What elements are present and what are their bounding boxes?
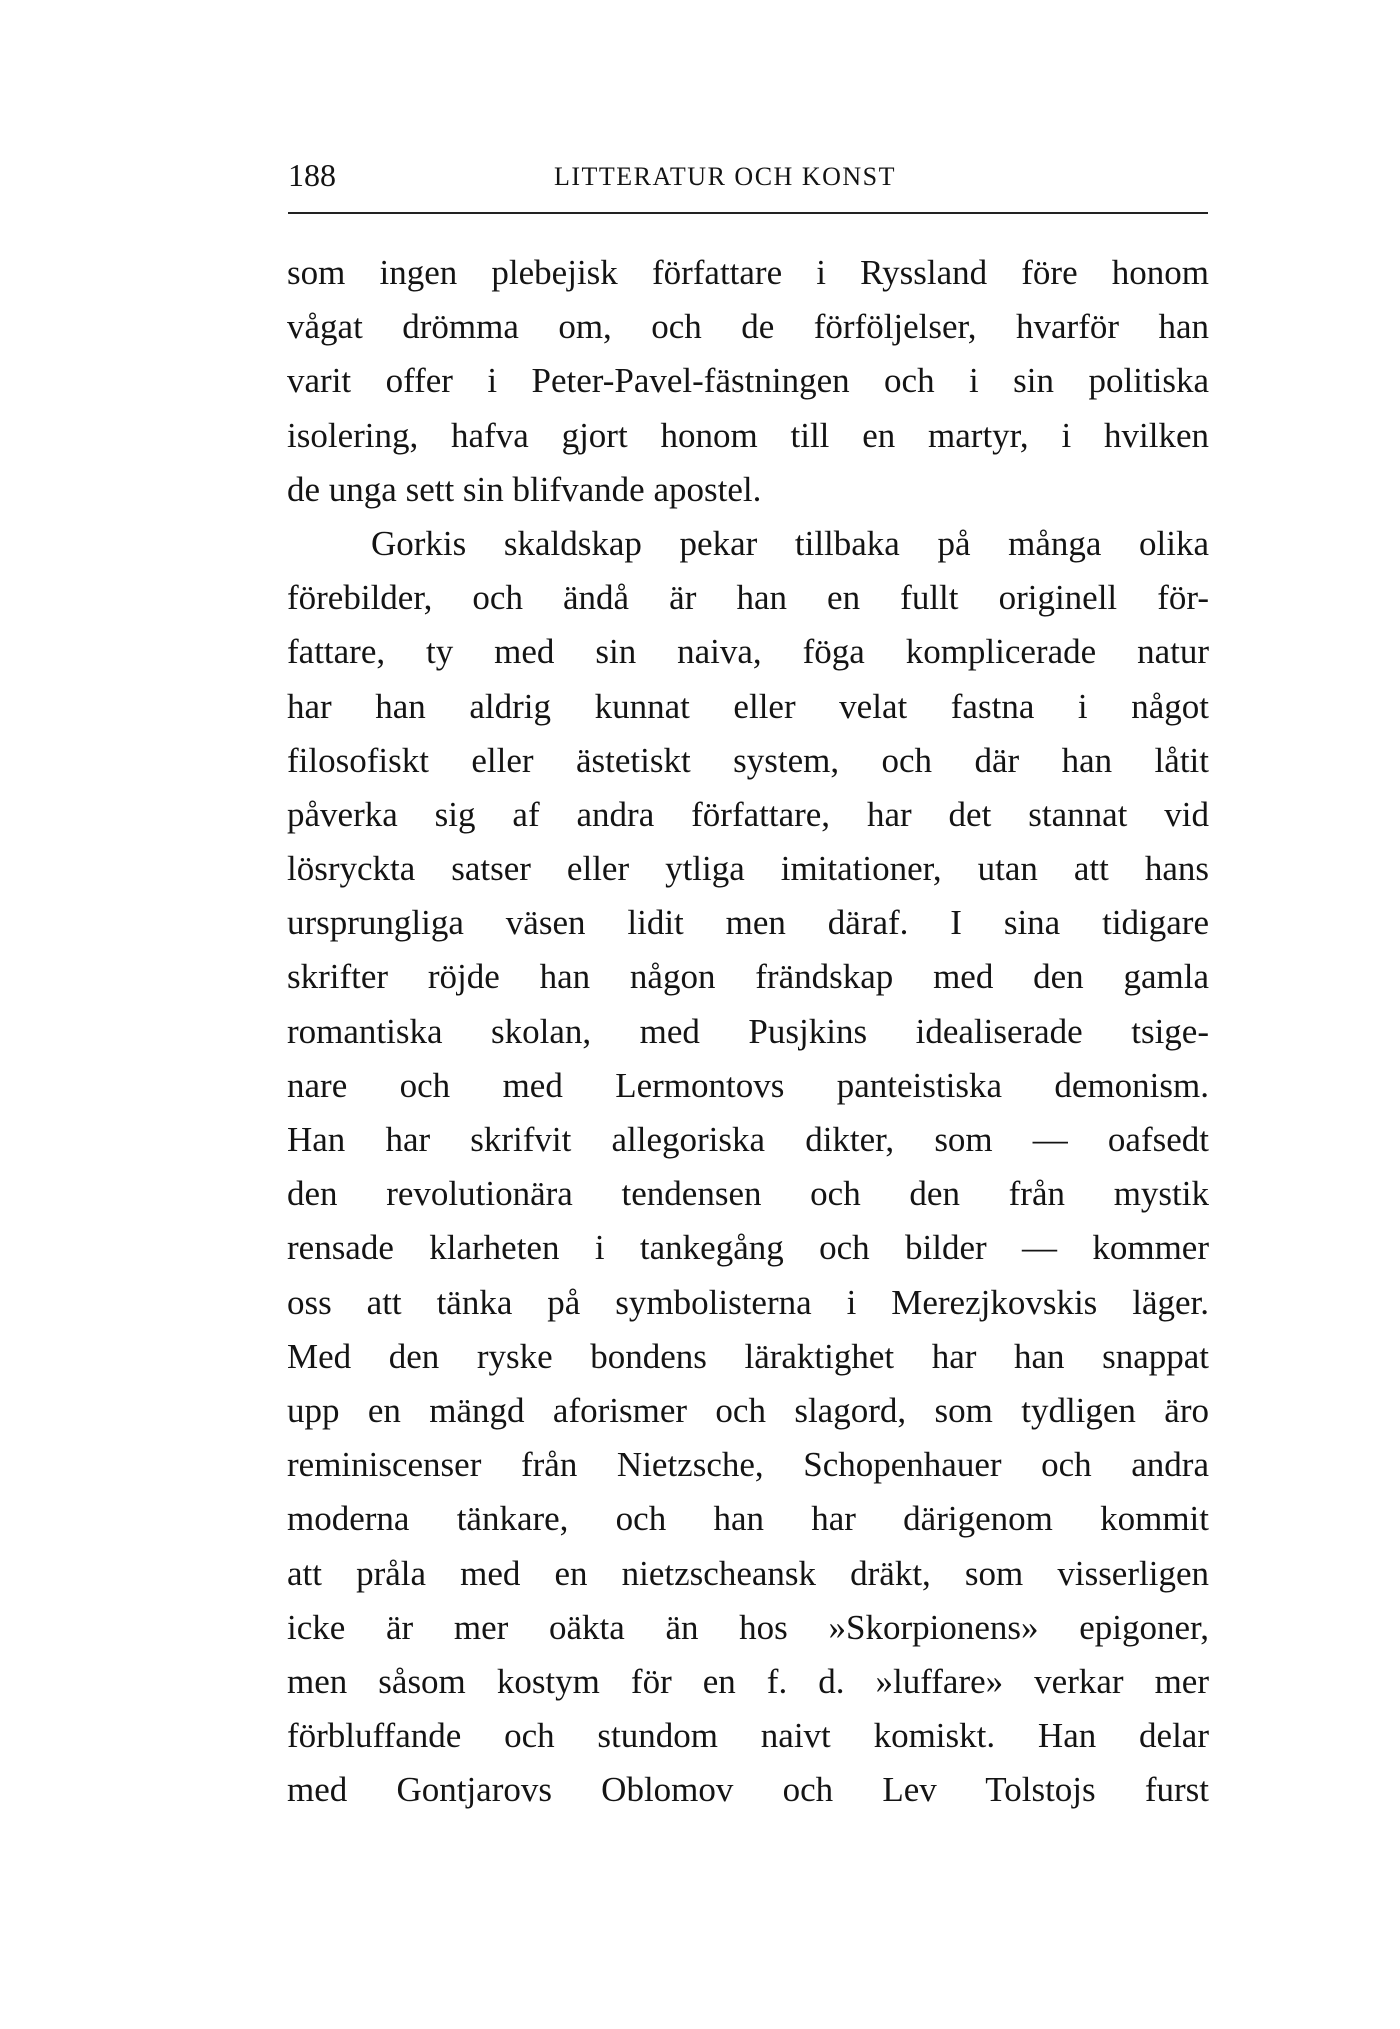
text-line: upp en mängd aforismer och slagord, som tydligen äro: [287, 1390, 1209, 1430]
running-title: LITTERATUR OCH KONST: [554, 162, 896, 191]
text-line: oss att tänka på symbolisterna i Merezjkovskis läger.: [287, 1282, 1209, 1322]
text-line: fattare, ty med sin naiva, föga komplicerade natur: [287, 632, 1209, 672]
text-line: ursprungliga väsen lidit men däraf. I sina tidigare: [287, 903, 1209, 943]
text-line: Han har skrifvit allegoriska dikter, som — oafsedt: [287, 1120, 1209, 1159]
text-line: nare och med Lermontovs panteistiska demonism.: [287, 1065, 1209, 1105]
text-line: förbluffande och stundom naivt komiskt. Han delar: [287, 1716, 1209, 1756]
text-line: har han aldrig kunnat eller velat fastna i något: [287, 686, 1209, 726]
text-line: med Gontjarovs Oblomov och Lev Tolstojs furst: [287, 1770, 1209, 1810]
text-line: men såsom kostym för en f. d. »luffare» verkar mer: [287, 1661, 1209, 1701]
text-line: den revolutionära tendensen och den från mystik: [287, 1174, 1209, 1214]
running-head: [288, 150, 1208, 200]
text-line: romantiska skolan, med Pusjkins idealiserade tsige-: [287, 1011, 1209, 1051]
text-line: som ingen plebejisk författare i Ryssland före honom: [287, 253, 1209, 292]
text-line: att pråla med en nietzscheansk dräkt, som visserligen: [287, 1553, 1209, 1593]
text-line: reminiscenser från Nietzsche, Schopenhauer och andra: [287, 1445, 1209, 1485]
text-line: förebilder, och ändå är han en fullt originell för-: [287, 578, 1209, 618]
body-text: [287, 246, 1209, 1817]
text-line: filosofiskt eller ästetiskt system, och där han låtit: [287, 740, 1209, 780]
text-line: vågat drömma om, och de förföljelser, hvarför han: [287, 307, 1209, 347]
text-line: Med den ryske bondens läraktighet har han snappat: [287, 1336, 1209, 1376]
text-line: rensade klarheten i tankegång och bilder — kommer: [287, 1228, 1209, 1268]
header-rule: [288, 212, 1208, 214]
text-line: skrifter röjde han någon frändskap med den gamla: [287, 957, 1209, 997]
text-line: lösryckta satser eller ytliga imitationer, utan att hans: [287, 849, 1209, 889]
paragraph-start-line: Gorkis skaldskap pekar tillbaka på många olika: [371, 523, 1209, 563]
text-line: icke är mer oäkta än hos »Skorpionens» epigoner,: [287, 1607, 1209, 1647]
text-line: påverka sig af andra författare, har det stannat vid: [287, 794, 1209, 834]
text-line: isolering, hafva gjort honom till en martyr, i hvilken: [287, 415, 1209, 455]
text-line: varit offer i Peter-Pavel-fästningen och i sin politiska: [287, 361, 1209, 401]
text-line: moderna tänkare, och han har därigenom kommit: [287, 1499, 1209, 1539]
page-number: 188: [288, 157, 336, 193]
text-line: de unga sett sin blifvande apostel.: [287, 469, 762, 509]
